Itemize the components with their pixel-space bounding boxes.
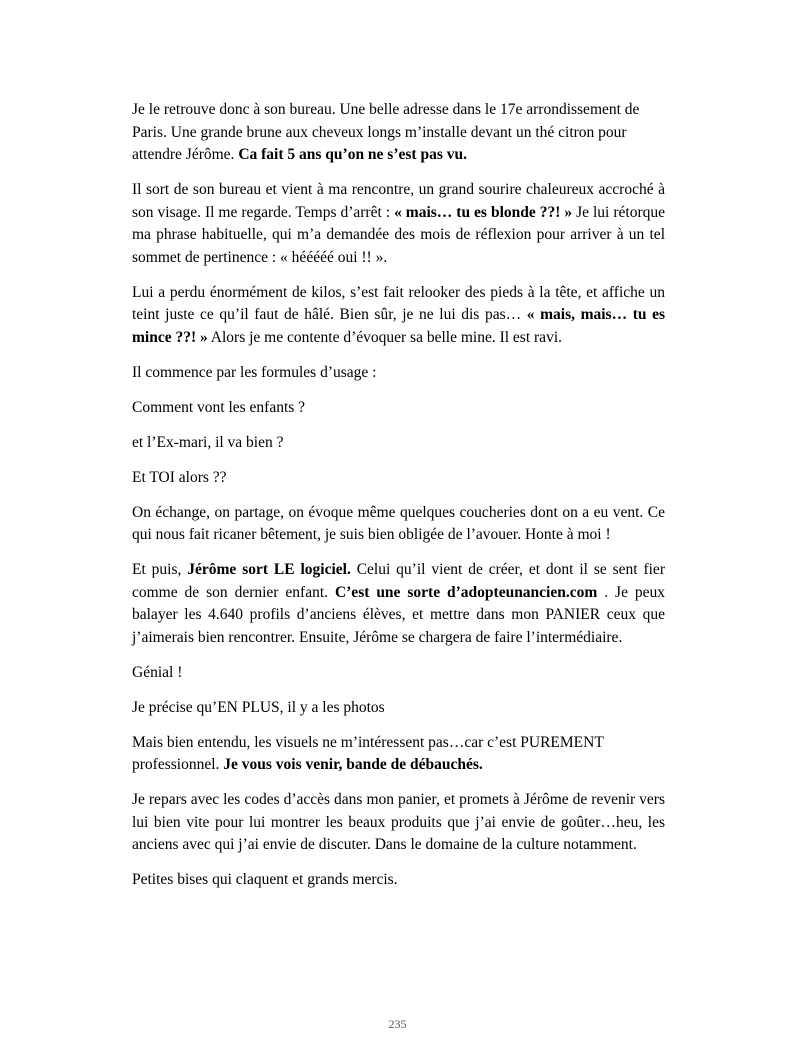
paragraph: [132, 397, 665, 420]
bold-text: « mais, mais… tu es mince ??! »: [132, 306, 665, 346]
paragraph: [132, 362, 665, 385]
paragraph: [132, 467, 665, 490]
text-run: Je le retrouve donc à son bureau. Une belle adresse dans le 17e arrondissement de Paris. Une grande brune aux cheveux longs m’installe devant un thé citron pour attendre Jérôme.: [132, 101, 640, 163]
text-run: . Je peux balayer les 4.640 profils d’anciens élèves, et mettre dans mon PANIER ceux que j’aimerais bien rencontrer. Ensuite, Jérôme se chargera de faire l’intermédiaire.: [132, 583, 666, 646]
text-run: Lui a perdu énormément de kilos, s’est fait relooker des pieds à la tête, et affiche un teint juste ce qu’il faut de hâlé. Bien sûr, je ne lui dis pas…: [132, 283, 665, 323]
paragraph: [132, 99, 665, 167]
text-run: et l’Ex-mari, il va bien ?: [132, 433, 284, 451]
paragraph: [132, 502, 665, 547]
bold-text: « mais… tu es blonde ??! »: [394, 203, 573, 221]
text-run: Et puis,: [132, 561, 188, 578]
paragraph: [132, 559, 665, 649]
paragraph: [132, 789, 665, 857]
bold-text: Jérôme sort LE logiciel.: [187, 561, 351, 578]
text-run: Je repars avec les codes d’accès dans mon panier, et promets à Jérôme de revenir vers lui bien vite pour lui montrer les beaux produits que j’ai envie de goûter…heu, les anciens avec qui j’ai envie de discuter. Dans le domaine de la culture notamment.: [132, 791, 665, 853]
text-run: Celui qu’il vient de créer, et dont il se sent fier comme de son dernier enfant.: [132, 561, 665, 601]
text-run: Je précise qu’EN PLUS, il y a les photos: [132, 698, 385, 716]
text-run: On échange, on partage, on évoque même quelques coucheries dont on a eu vent. Ce qui nous fait ricaner bêtement, je suis bien obligée de l’avouer. Honte à moi !: [132, 503, 665, 543]
text-run: Petites bises qui claquent et grands mercis.: [132, 871, 398, 888]
bold-text: Je vous vois venir, bande de débauchés.: [223, 756, 483, 773]
bold-text: C’est une sorte d’adopteunancien.com: [334, 583, 598, 601]
paragraph: [132, 732, 665, 777]
paragraph: [132, 662, 665, 685]
paragraph: [132, 432, 665, 455]
paragraph: [132, 697, 665, 720]
bold-text: Ca fait 5 ans qu’on ne s’est pas vu.: [238, 146, 467, 163]
body-text: [132, 99, 665, 904]
text-run: Et TOI alors ??: [132, 468, 227, 486]
page-number: 235: [388, 1017, 407, 1031]
text-run: Comment vont les enfants ?: [132, 398, 306, 416]
text-run: Mais bien entendu, les visuels ne m’intéressent pas…car c’est PUREMENT professionnel.: [132, 733, 604, 773]
text-run: Génial !: [132, 663, 183, 681]
text-run: Alors je me contente d’évoquer sa belle mine. Il est ravi.: [207, 328, 562, 346]
paragraph: [132, 869, 665, 892]
paragraph: [132, 179, 665, 269]
paragraph: [132, 282, 665, 350]
text-run: Je lui rétorque ma phrase habituelle, qui m’a demandée des mois de réflexion pour arriver à un tel sommet de pertinence : « hééééé oui !! ».: [132, 203, 665, 266]
text-run: Il sort de son bureau et vient à ma rencontre, un grand sourire chaleureux accroché à son visage. Il me regarde. Temps d’arrêt :: [132, 181, 665, 221]
text-run: Il commence par les formules d’usage :: [132, 363, 377, 381]
